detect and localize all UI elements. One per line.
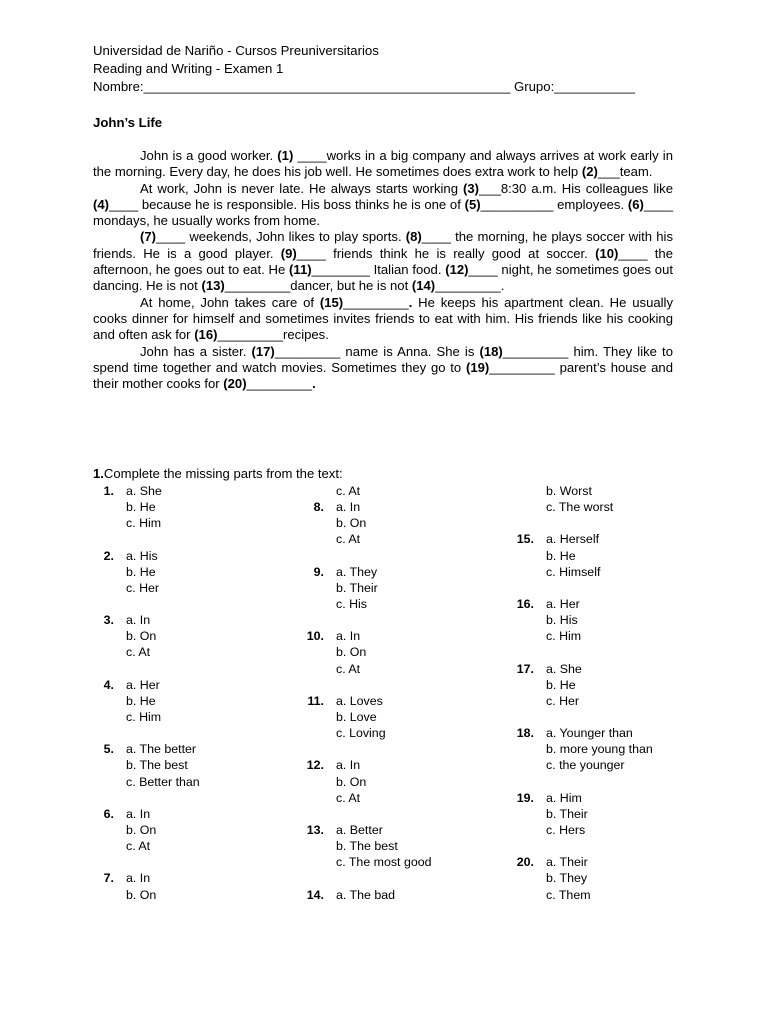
answer-option: c. The most good	[336, 855, 432, 870]
blank-number: (4)	[93, 196, 110, 212]
story-text-run: ____ the afternoon, he goes out to eat. He	[93, 245, 673, 278]
option-row	[290, 854, 490, 870]
option-row	[80, 757, 280, 773]
question-number: 1.	[103, 484, 114, 498]
option-row	[290, 596, 490, 612]
story-text-run: __________ employees.	[480, 196, 628, 212]
option-row	[500, 741, 700, 757]
story-text-run: ____ the morning, he plays soccer with his friends. He is a good player.	[93, 229, 673, 261]
option-row	[80, 499, 280, 515]
story-text-run: _________ parent’s house and their mother cooks for	[93, 359, 673, 392]
story-text-run: ____ friends think he is really good at soccer.	[296, 245, 596, 261]
answer-option: a. She	[126, 484, 162, 498]
answer-option: c. At	[126, 645, 151, 660]
blank-number: (10)	[595, 245, 619, 261]
story-text	[93, 148, 673, 392]
answer-option: b. He	[126, 564, 156, 579]
option-row	[500, 580, 700, 596]
story-text-run: John has a sister.	[140, 343, 252, 359]
answer-option: b. Their	[336, 580, 378, 595]
option-row	[290, 709, 490, 725]
story-text-run: _________.	[435, 278, 505, 294]
options-column-1	[80, 483, 280, 903]
blank-number: (7)	[140, 229, 157, 245]
question-number: 17.	[516, 661, 534, 676]
story-text-run: _________	[246, 376, 313, 392]
option-row	[500, 515, 700, 531]
answer-option: b. Worst	[546, 484, 592, 498]
question-row	[290, 499, 490, 515]
answer-option: b. They	[546, 871, 588, 886]
answer-option: b. He	[126, 693, 156, 708]
option-row	[290, 725, 490, 741]
blank-number: (5)	[464, 196, 481, 212]
option-row	[290, 612, 490, 628]
option-row	[80, 887, 280, 903]
answer-option: b. On	[336, 516, 367, 531]
blank-number: .	[408, 294, 413, 310]
answer-option: a. Better	[336, 822, 383, 837]
option-row	[80, 564, 280, 580]
option-row	[290, 677, 490, 693]
answer-option: b. His	[546, 613, 578, 628]
option-row	[80, 774, 280, 790]
answer-option: a. In	[336, 758, 361, 773]
story-text-run: _________	[343, 294, 409, 310]
option-row	[80, 709, 280, 725]
story-text-run: ___team.	[597, 164, 653, 180]
story-text-run: ____ mondays, he usually works from home.	[93, 196, 673, 229]
answer-option: c. Him	[126, 516, 162, 531]
blank-number: (3)	[462, 180, 479, 196]
option-row	[500, 709, 700, 725]
story-text-run: He keeps his apartment clean. He usually cooks dinner for himself and sometimes invites friends to eat with him. His friends like his cooking and often ask for	[93, 294, 673, 343]
story-title: John’s Life	[93, 115, 163, 130]
blank-number: (16)	[194, 327, 218, 343]
answer-option: a. In	[126, 806, 151, 821]
option-row	[290, 774, 490, 790]
option-row	[290, 741, 490, 757]
blank-number: (15)	[319, 294, 344, 310]
answer-option: c. Her	[546, 693, 580, 708]
story-text-run: John is a good worker.	[140, 148, 278, 163]
answer-option: c. At	[126, 839, 151, 854]
answer-option: b. On	[126, 629, 157, 644]
blank-number: (9)	[280, 245, 297, 261]
option-row	[290, 580, 490, 596]
question-row	[80, 741, 280, 757]
option-row	[290, 870, 490, 886]
blank-number: (2)	[581, 164, 598, 180]
question-number: 2.	[103, 548, 114, 563]
option-row	[80, 644, 280, 660]
question-row	[80, 806, 280, 822]
answer-option: a. They	[336, 564, 378, 579]
answer-option: c. Them	[546, 887, 591, 902]
exercise-instruction	[93, 466, 343, 481]
answer-option: a. Their	[546, 855, 588, 870]
question-number: 15.	[516, 532, 534, 547]
answer-option: a. In	[126, 613, 151, 628]
option-row	[290, 515, 490, 531]
answer-option: c. At	[336, 532, 361, 547]
answer-option: a. In	[126, 871, 151, 886]
question-row	[500, 790, 700, 806]
answer-option: a. The better	[126, 742, 197, 757]
options-column-3	[500, 483, 700, 903]
answer-option: c. Him	[126, 709, 162, 724]
story-paragraph	[93, 229, 673, 294]
answer-option: a. Him	[546, 790, 582, 805]
header-course: Reading and Writing - Examen 1	[93, 61, 284, 76]
answer-option: b. On	[126, 822, 157, 837]
option-row	[500, 677, 700, 693]
answer-option: c. Him	[546, 629, 582, 644]
option-row	[500, 870, 700, 886]
question-row	[80, 612, 280, 628]
question-number: 8.	[313, 500, 324, 515]
blank-number: (19)	[465, 359, 490, 375]
answer-option: a. Loves	[336, 693, 383, 708]
option-row	[290, 790, 490, 806]
header-university: Universidad de Nariño - Cursos Preuniversitarios	[93, 43, 379, 58]
option-row	[290, 806, 490, 822]
question-number: 18.	[516, 726, 534, 741]
question-row	[80, 870, 280, 886]
question-row	[290, 564, 490, 580]
question-number: 12.	[306, 758, 324, 773]
answer-option: b. more young than	[546, 742, 653, 757]
option-row	[500, 838, 700, 854]
option-row	[80, 854, 280, 870]
question-number: 13.	[306, 822, 324, 837]
story-text-run: ___8:30 a.m. His colleagues like	[479, 180, 673, 196]
answer-option: c. At	[336, 790, 361, 805]
answer-option: b. He	[126, 500, 156, 515]
story-text-run: _________recipes.	[217, 327, 329, 343]
question-row	[290, 822, 490, 838]
option-row	[500, 774, 700, 790]
question-number: 16.	[516, 596, 534, 611]
blank-number: (11)	[289, 262, 312, 278]
answer-option: c. At	[336, 661, 361, 676]
answer-option: c. Hers	[546, 822, 586, 837]
answer-option: b. On	[126, 887, 157, 902]
option-row	[80, 822, 280, 838]
exercise-number: 1.	[93, 466, 104, 481]
option-row	[500, 499, 700, 515]
answer-option: c. At	[336, 484, 361, 498]
answer-option: b. The best	[126, 758, 188, 773]
option-row	[500, 644, 700, 660]
answer-option: c. the younger	[546, 758, 625, 773]
answer-option: a. Herself	[546, 532, 600, 547]
option-row	[290, 548, 490, 564]
question-row	[500, 725, 700, 741]
blank-number: (14)	[411, 278, 436, 294]
answer-option: b. He	[546, 548, 576, 563]
option-row	[290, 644, 490, 660]
option-row	[80, 725, 280, 741]
option-row	[500, 483, 700, 499]
blank-number: (20)	[223, 376, 247, 392]
question-number: 3.	[103, 613, 114, 628]
question-row	[500, 854, 700, 870]
option-row	[80, 580, 280, 596]
question-number: 5.	[103, 742, 114, 757]
blank-number: (18)	[479, 343, 503, 359]
story-paragraph	[93, 344, 673, 393]
story-paragraph	[93, 181, 673, 230]
blank-number: (6)	[627, 196, 644, 212]
option-row	[500, 564, 700, 580]
option-row	[80, 693, 280, 709]
option-row	[80, 661, 280, 677]
question-row	[290, 628, 490, 644]
option-row	[290, 838, 490, 854]
answer-option: a. Her	[126, 677, 160, 692]
question-number: 11.	[307, 693, 324, 708]
answer-option: c. Himself	[546, 564, 601, 579]
option-row	[500, 806, 700, 822]
option-row	[500, 693, 700, 709]
answer-option: a. In	[336, 500, 361, 515]
option-row	[80, 628, 280, 644]
option-row	[80, 596, 280, 612]
option-row	[500, 612, 700, 628]
answer-option: a. Younger than	[546, 726, 633, 741]
answer-option: c. Better than	[126, 774, 200, 789]
question-row	[290, 693, 490, 709]
blank-number: (13)	[201, 278, 225, 294]
answer-option: b. Love	[336, 709, 377, 724]
answer-option: a. In	[336, 629, 361, 644]
answer-option: b. On	[336, 774, 367, 789]
question-number: 10.	[306, 629, 324, 644]
answer-option: b. Their	[546, 806, 588, 821]
option-row	[500, 548, 700, 564]
question-number: 20.	[516, 855, 534, 870]
exercise-instruction-text: Complete the missing parts from the text:	[103, 466, 343, 481]
option-row	[80, 531, 280, 547]
question-number: 7.	[103, 871, 114, 886]
question-number: 9.	[313, 564, 324, 579]
option-row	[500, 822, 700, 838]
option-row	[500, 628, 700, 644]
story-text-run: ____ because he is responsible. His boss thinks he is one of	[109, 196, 465, 212]
question-number: 14.	[306, 887, 324, 902]
blank-number: (12)	[445, 262, 469, 278]
option-row	[290, 531, 490, 547]
option-row	[80, 790, 280, 806]
option-row	[80, 838, 280, 854]
answer-option: a. The bad	[336, 887, 396, 902]
story-text-run: ________ Italian food.	[311, 262, 446, 278]
story-text-run: _________ name is Anna. She is	[274, 343, 480, 359]
answer-option: a. His	[126, 548, 158, 563]
story-text-run: At home, John takes care of	[140, 294, 320, 310]
question-number: 19.	[516, 790, 534, 805]
answer-option: c. The worst	[546, 500, 614, 515]
answer-option: c. Her	[126, 580, 160, 595]
option-row	[290, 483, 490, 499]
answer-option: c. His	[336, 596, 367, 611]
question-row	[500, 531, 700, 547]
story-paragraph	[93, 148, 673, 181]
answer-option: b. The best	[336, 839, 398, 854]
answer-option: a. She	[546, 661, 582, 676]
option-row	[290, 661, 490, 677]
question-number: 4.	[103, 677, 114, 692]
question-row	[80, 483, 280, 499]
blank-number: (17)	[251, 343, 275, 359]
answer-option: b. On	[336, 645, 367, 660]
story-text-run: _________ him. They like to spend time together and watch movies. Sometimes they go to	[93, 343, 673, 375]
answer-option: a. Her	[546, 596, 580, 611]
options-column-2	[290, 483, 490, 903]
story-text-run: ____ night, he sometimes goes out dancing. He is not	[93, 262, 674, 294]
story-text-run: ____works in a big company and always arrives at work early in the morning. Every day, he does his job well. He sometimes does extra work to help	[93, 148, 673, 180]
option-row	[500, 887, 700, 903]
answer-option: c. Loving	[336, 726, 386, 741]
blank-number: (1)	[277, 148, 294, 163]
answer-option: b. He	[546, 677, 576, 692]
story-text-run: _________dancer, but he is not	[224, 278, 412, 294]
story-text-run: ____ weekends, John likes to play sports.	[156, 229, 406, 245]
question-row	[290, 887, 490, 903]
blank-number: .	[312, 376, 316, 392]
story-paragraph	[93, 295, 673, 344]
story-text-run: At work, John is never late. He always starts working	[140, 180, 463, 196]
question-number: 6.	[103, 806, 114, 821]
question-row	[80, 677, 280, 693]
header-name-group-line: Nombre:__________________________________________________ Grupo:___________	[93, 79, 635, 94]
option-row	[80, 515, 280, 531]
question-row	[500, 596, 700, 612]
option-row	[500, 757, 700, 773]
question-row	[80, 548, 280, 564]
question-row	[500, 661, 700, 677]
blank-number: (8)	[405, 229, 422, 245]
question-row	[290, 757, 490, 773]
